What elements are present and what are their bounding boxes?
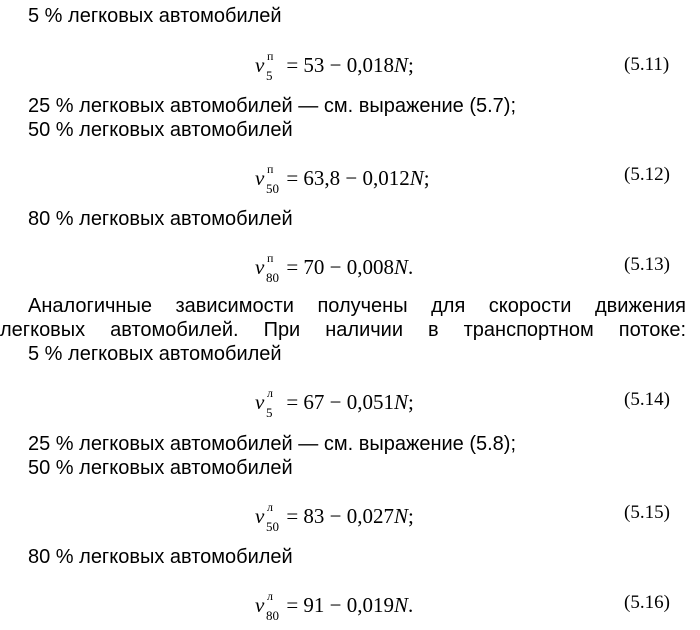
equation-5-12 bbox=[255, 162, 430, 196]
text-line-50-percent-2: 50 % легковых автомобилей bbox=[28, 457, 293, 479]
equation-5-14 bbox=[255, 386, 414, 420]
equation-5-11 bbox=[255, 49, 414, 83]
equation-number-5-12: (5.12) bbox=[624, 164, 670, 185]
equation-end: ; bbox=[408, 504, 414, 528]
equation-rhs: = 83 − 0,027 bbox=[286, 504, 395, 528]
equation-rhs: = 70 − 0,008 bbox=[286, 255, 395, 279]
equation-symbol: v л 80 bbox=[255, 592, 264, 618]
text-line-25-percent-1: 25 % легковых автомобилей — см. выражение (5.7); bbox=[28, 95, 517, 117]
equation-number-5-16: (5.16) bbox=[624, 592, 670, 613]
equation-end: ; bbox=[423, 166, 430, 190]
equation-subscript: 5 bbox=[266, 405, 273, 420]
equation-superscript: п bbox=[267, 162, 274, 176]
paragraph-line-1: Аналогичные зависимости получены для скорости движения bbox=[28, 295, 686, 317]
equation-number-5-15: (5.15) bbox=[624, 502, 670, 523]
equation-subscript: 50 bbox=[266, 181, 279, 196]
text-line-5-percent-1: 5 % легковых автомобилей bbox=[28, 5, 282, 27]
equation-end: ; bbox=[408, 53, 414, 77]
equation-variable: N bbox=[394, 255, 409, 279]
equation-number-5-11: (5.11) bbox=[624, 54, 670, 75]
equation-variable: N bbox=[394, 593, 409, 617]
equation-end: ; bbox=[408, 390, 414, 414]
equation-superscript: л bbox=[267, 589, 273, 603]
equation-end: . bbox=[408, 593, 414, 617]
equation-superscript: п bbox=[267, 49, 274, 63]
equation-number-5-14: (5.14) bbox=[624, 389, 670, 410]
text-line-80-percent-2: 80 % легковых автомобилей bbox=[28, 546, 293, 568]
text-line-25-percent-2: 25 % легковых автомобилей — см. выражение (5.8); bbox=[28, 433, 517, 455]
equation-variable: N bbox=[409, 166, 424, 190]
equation-variable: N bbox=[394, 390, 409, 414]
equation-subscript: 5 bbox=[266, 68, 273, 83]
equation-rhs: = 53 − 0,018 bbox=[286, 53, 395, 77]
equation-symbol: v л 5 bbox=[255, 389, 264, 415]
text-line-50-percent-1: 50 % легковых автомобилей bbox=[28, 119, 293, 141]
text-line-5-percent-2: 5 % легковых автомобилей bbox=[28, 343, 282, 365]
equation-number-5-13: (5.13) bbox=[624, 254, 670, 275]
equation-subscript: 80 bbox=[266, 270, 279, 285]
equation-subscript: 50 bbox=[266, 519, 279, 534]
equation-5-15 bbox=[255, 500, 414, 534]
equation-rhs: = 91 − 0,019 bbox=[286, 593, 395, 617]
equation-rhs: = 63,8 − 0,012 bbox=[286, 166, 410, 190]
equation-variable: N bbox=[394, 504, 409, 528]
equation-variable: N bbox=[394, 53, 409, 77]
equation-subscript: 80 bbox=[266, 608, 279, 623]
equation-end: . bbox=[408, 255, 414, 279]
paragraph-line-2: легковых автомобилей. При наличии в транспортном потоке: bbox=[0, 319, 686, 341]
equation-symbol: v п 80 bbox=[255, 254, 264, 280]
equation-symbol: v п 50 bbox=[255, 165, 264, 191]
equation-symbol: v л 50 bbox=[255, 503, 264, 529]
equation-5-13 bbox=[255, 251, 414, 285]
equation-5-16 bbox=[255, 589, 414, 623]
equation-superscript: п bbox=[267, 251, 274, 265]
equation-rhs: = 67 − 0,051 bbox=[286, 390, 395, 414]
equation-superscript: л bbox=[267, 500, 273, 514]
equation-superscript: л bbox=[267, 386, 273, 400]
equation-symbol: v п 5 bbox=[255, 52, 264, 78]
text-line-80-percent-1: 80 % легковых автомобилей bbox=[28, 208, 293, 230]
